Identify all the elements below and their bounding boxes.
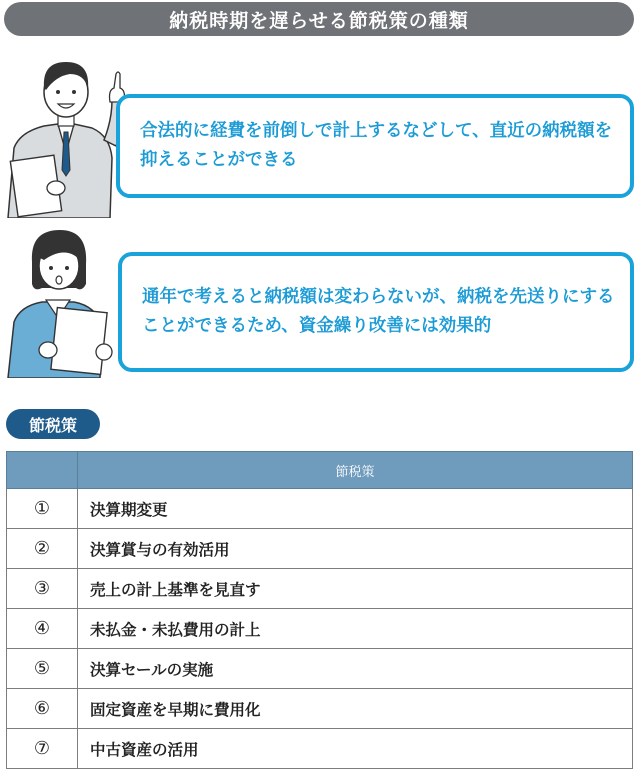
table-row bbox=[7, 569, 633, 609]
row-measure: 未払金・未払費用の計上 bbox=[78, 609, 633, 649]
tax-measures-table bbox=[6, 451, 633, 769]
row-measure: 売上の計上基準を見直す bbox=[78, 569, 633, 609]
table-header-row bbox=[7, 452, 633, 489]
table-row bbox=[7, 649, 633, 689]
row-number: ⑥ bbox=[7, 689, 78, 729]
row-number: ⑤ bbox=[7, 649, 78, 689]
row-measure: 固定資産を早期に費用化 bbox=[78, 689, 633, 729]
page-title: 納税時期を遅らせる節税策の種類 bbox=[4, 2, 634, 36]
table-row bbox=[7, 489, 633, 529]
row-measure: 決算セールの実施 bbox=[78, 649, 633, 689]
row-number: ③ bbox=[7, 569, 78, 609]
table-header-measure: 節税策 bbox=[78, 452, 633, 489]
section-label: 節税策 bbox=[6, 409, 100, 439]
table-row bbox=[7, 729, 633, 769]
speech-bubble-2 bbox=[118, 252, 634, 372]
row-number: ② bbox=[7, 529, 78, 569]
businesswoman-holding-paper-icon bbox=[4, 222, 134, 378]
speech-bubble-1 bbox=[116, 94, 634, 198]
row-number: ⑦ bbox=[7, 729, 78, 769]
row-number: ④ bbox=[7, 609, 78, 649]
row-number: ① bbox=[7, 489, 78, 529]
table-header-number bbox=[7, 452, 78, 489]
row-measure: 決算賞与の有効活用 bbox=[78, 529, 633, 569]
speech-bubble-2-text: 通年で考えると納税額は変わらないが、納税を先送りにすることができるため、資金繰り改善には効果的 bbox=[142, 287, 615, 336]
speech-bubble-1-text: 合法的に経費を前倒しで計上するなどして、直近の納税額を抑えることができる bbox=[140, 121, 613, 170]
row-measure: 決算期変更 bbox=[78, 489, 633, 529]
table-row bbox=[7, 689, 633, 729]
row-measure: 中古資産の活用 bbox=[78, 729, 633, 769]
table-row bbox=[7, 529, 633, 569]
table-row bbox=[7, 609, 633, 649]
